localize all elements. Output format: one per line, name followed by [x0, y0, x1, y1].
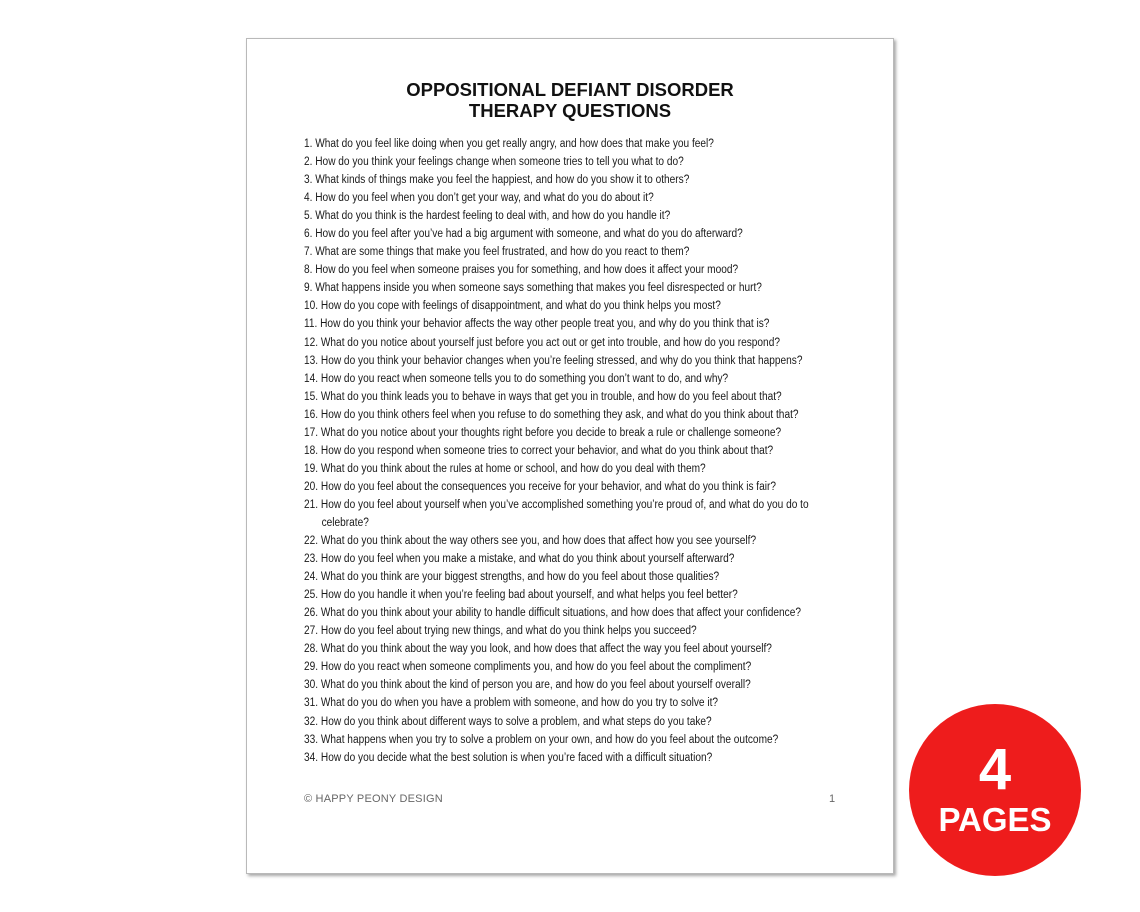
badge-number: 4 [978, 737, 1012, 802]
question-item: 4. How do you feel when you don’t get your way, and what do you do about it? [304, 192, 654, 205]
question-item: 22. What do you think about the way others see you, and how does that affect how you see yourself? [304, 535, 757, 548]
page-count-badge [909, 704, 1081, 876]
question-item: 20. How do you feel about the consequences you receive for your behavior, and what do you think is fair? [304, 480, 777, 493]
question-item: 32. How do you think about different ways to solve a problem, and what steps do you take? [304, 715, 712, 728]
question-item: 1. What do you feel like doing when you get really angry, and how does that make you feel? [304, 138, 714, 150]
question-item: 8. How do you feel when someone praises you for something, and how does it affect your mood? [304, 264, 739, 277]
question-item: 29. How do you react when someone compliments you, and how do you feel about the compliment? [304, 661, 752, 674]
question-item: 16. How do you think others feel when you refuse to do something they ask, and what do you think about that? [304, 408, 799, 421]
question-item: 15. What do you think leads you to behave in ways that get you in trouble, and how do you feel about that? [304, 390, 782, 403]
question-item: 34. How do you decide what the best solution is when you’re faced with a difficult situation? [304, 751, 713, 764]
question-item: 26. What do you think about your ability to handle difficult situations, and how does that affect your confidence? [304, 607, 801, 620]
question-item: 33. What happens when you try to solve a problem on your own, and how do you feel about the outcome? [304, 733, 779, 746]
question-item: 6. How do you feel after you’ve had a big argument with someone, and what do you do afterward? [304, 228, 743, 241]
question-item: 31. What do you do when you have a problem with someone, and how do you try to solve it? [304, 697, 719, 710]
question-item: 14. How do you react when someone tells you to do something you don’t want to do, and why? [304, 372, 729, 385]
page-number: 1 [829, 793, 836, 805]
question-item: 3. What kinds of things make you feel the happiest, and how do you show it to others? [304, 174, 690, 187]
question-item: 17. What do you notice about your thoughts right before you decide to break a rule or challenge someone? [304, 426, 782, 439]
question-item: 30. What do you think about the kind of person you are, and how do you feel about yourself overall? [304, 679, 751, 692]
question-item: 10. How do you cope with feelings of disappointment, and what do you think helps you most? [304, 300, 721, 313]
question-item: 5. What do you think is the hardest feeling to deal with, and how do you handle it? [304, 210, 671, 223]
question-item: 2. How do you think your feelings change when someone tries to tell you what to do? [304, 156, 684, 169]
question-list [304, 135, 864, 767]
badge-label: PAGES [938, 801, 1052, 838]
question-item: 23. How do you feel when you make a mistake, and what do you think about yourself afterward? [304, 553, 735, 566]
question-item: 7. What are some things that make you feel frustrated, and how do you react to them? [304, 246, 690, 259]
question-item: 27. How do you feel about trying new things, and what do you think helps you succeed? [304, 625, 697, 638]
question-item: 9. What happens inside you when someone says something that makes you feel disrespected or hurt? [304, 282, 762, 295]
question-item: 19. What do you think about the rules at home or school, and how do you deal with them? [304, 462, 706, 475]
title-line-2: THERAPY QUESTIONS [468, 100, 672, 121]
question-item: 12. What do you notice about yourself just before you act out or get into trouble, and how do you respond? [304, 336, 780, 349]
page-title [247, 79, 893, 121]
question-item: 24. What do you think are your biggest strengths, and how do you feel about those qualities? [304, 571, 720, 584]
footer-copyright: © HAPPY PEONY DESIGN [304, 793, 443, 805]
question-item: 21. How do you feel about yourself when you’ve accomplished something you’re proud of, and what do you do to celebrate? [304, 498, 809, 529]
document-page [246, 38, 894, 874]
question-item: 28. What do you think about the way you look, and how does that affect the way you feel about yourself? [304, 643, 772, 656]
question-item: 25. How do you handle it when you’re feeling bad about yourself, and what helps you feel better? [304, 589, 738, 602]
question-item: 13. How do you think your behavior changes when you’re feeling stressed, and why do you think that happens? [304, 354, 803, 367]
title-line-1: OPPOSITIONAL DEFIANT DISORDER [406, 79, 734, 100]
question-item: 18. How do you respond when someone tries to correct your behavior, and what do you think about that? [304, 444, 774, 457]
question-item: 11. How do you think your behavior affects the way other people treat you, and why do you think that is? [304, 318, 770, 331]
